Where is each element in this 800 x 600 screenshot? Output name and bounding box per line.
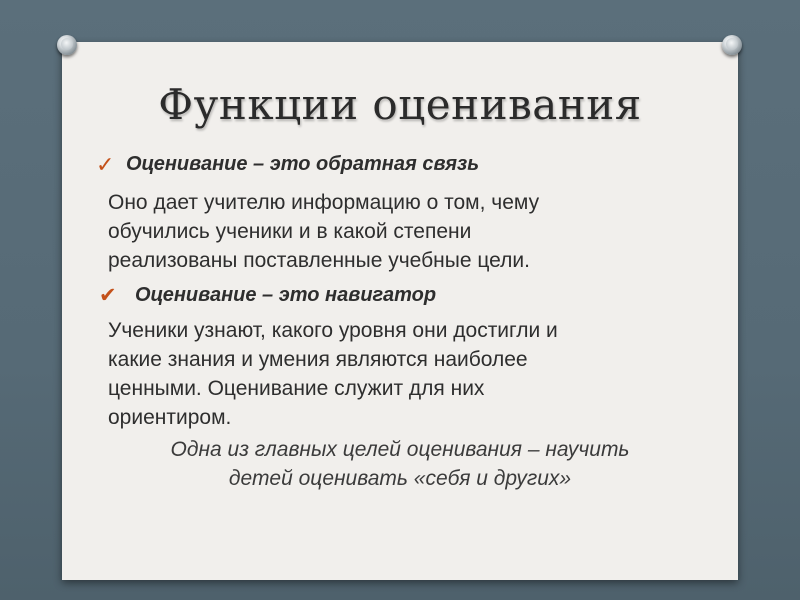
check-mark-icon: ✔ [99,284,117,307]
point-heading-feedback: Оценивание – это обратная связь [126,153,480,175]
body-line: Ученики узнают, какого уровня они достигли и [108,319,558,342]
pushpin-icon [57,35,77,55]
body-line: реализованы поставленные учебные цели. [108,249,530,272]
body-line: какие знания и умения являются наиболее [108,348,528,371]
point-body-feedback [108,188,708,275]
slide-title: Функции оценивания [158,80,642,129]
body-line: ориентиром. [108,406,232,429]
closing-line: детей оценивать «себя и других» [228,467,572,490]
check-mark-icon: ✓ [96,152,115,177]
body-line: Оно дает учителю информацию о том, чему [108,191,540,214]
body-line: обучились ученики и в какой степени [108,220,472,243]
body-line: ценными. Оценивание служит для них [108,377,485,400]
pushpin-icon [722,35,742,55]
point-heading-navigator: Оценивание – это навигатор [135,284,437,306]
closing-line: Одна из главных целей оценивания – научить [170,438,630,461]
closing-statement [62,435,738,493]
point-body-navigator [108,316,708,432]
